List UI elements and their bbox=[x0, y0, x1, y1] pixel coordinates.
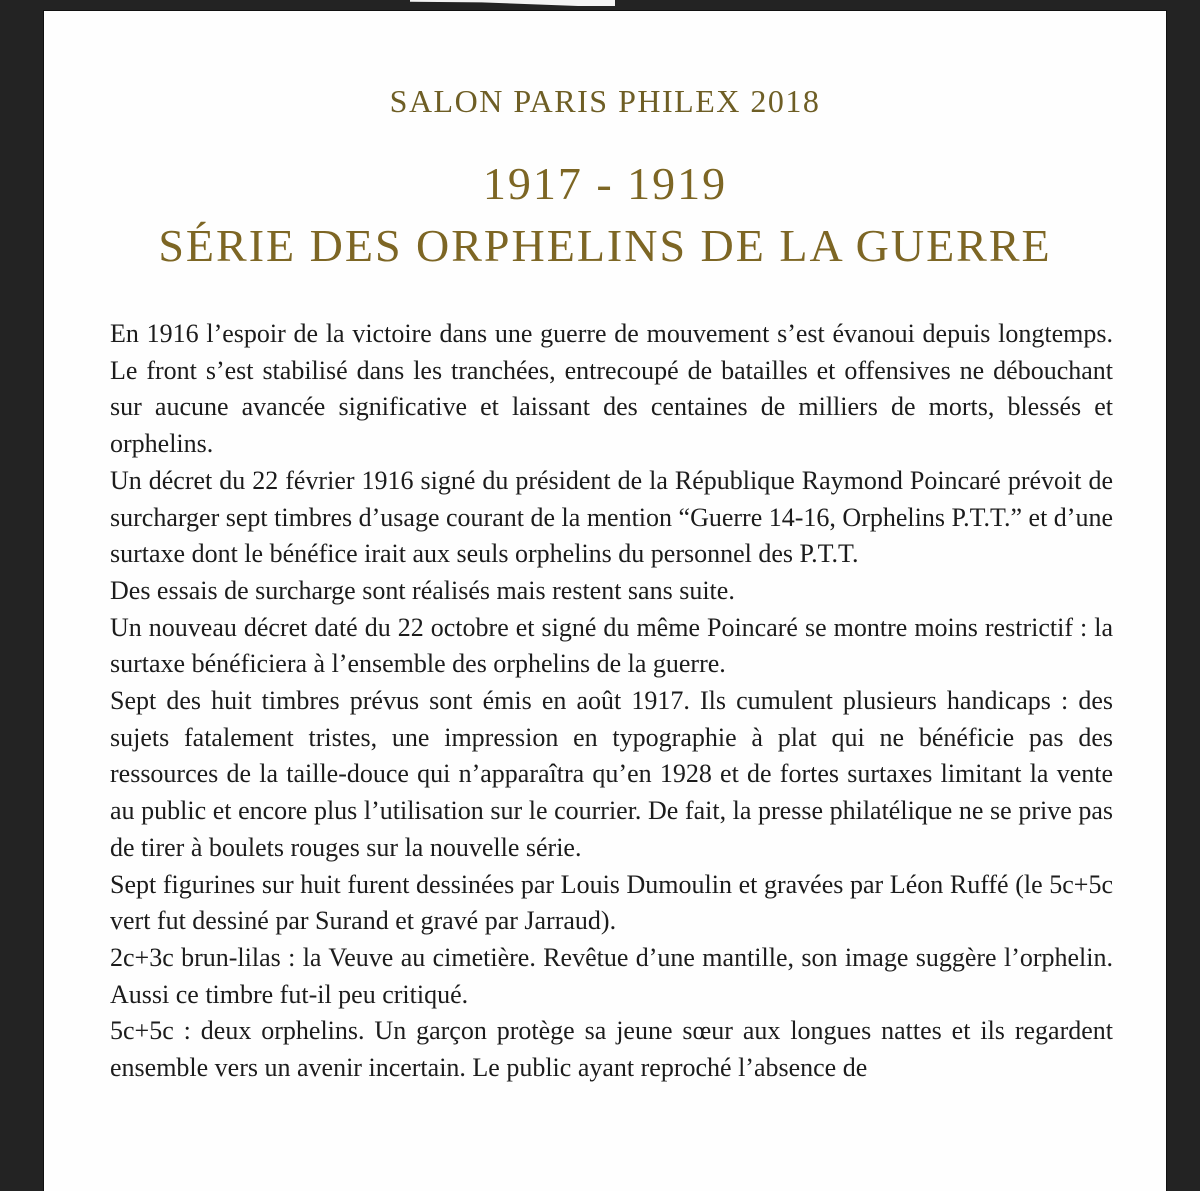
paragraph: Des essais de surcharge sont réalisés mais restent sans suite. bbox=[110, 575, 735, 605]
document-header bbox=[44, 83, 1166, 273]
paragraph: 5c+5c : deux orphelins. Un garçon protège sa jeune sœur aux longues nattes et ils regardent ensemble vers un avenir incertain. Le public ayant reproché l’absence de bbox=[110, 1016, 1113, 1083]
years-heading: 1917 - 1919 bbox=[482, 158, 728, 209]
document-page bbox=[43, 10, 1167, 1191]
scan-paper-edge bbox=[410, 0, 615, 6]
paragraph: Un décret du 22 février 1916 signé du président de la République Raymond Poincaré prévoit de surcharger sept timbres d’usage courant de la mention “Guerre 14-16, Orphelins P.T.T.” et d’une surtaxe dont le bénéfice irait aux seuls orphelins du personnel des P.T.T. bbox=[110, 465, 1113, 569]
series-title: SÉRIE DES ORPHELINS DE LA GUERRE bbox=[158, 220, 1052, 271]
paragraph: 2c+3c brun-lilas : la Veuve au cimetière. Revêtue d’une mantille, son image suggère l’orphelin. Aussi ce timbre fut-il peu critiqué. bbox=[110, 942, 1113, 1009]
paragraph: Sept des huit timbres prévus sont émis en août 1917. Ils cumulent plusieurs handicaps : des sujets fatalement tristes, une impression en typographie à plat qui ne bénéficie pas des ressources de la taille-douce qui n’apparaîtra qu’en 1928 et de fortes surtaxes limitant la vente au public et encore plus l’utilisation sur le courrier. De fait, la presse philatélique ne se prive pas de tirer à boulets rouges sur la nouvelle série. bbox=[110, 686, 1113, 862]
body-text bbox=[110, 316, 1113, 1087]
paragraph: Sept figurines sur huit furent dessinées par Louis Dumoulin et gravées par Léon Ruffé (le 5c+5c vert fut dessiné par Surand et gravé par Jarraud). bbox=[110, 869, 1113, 936]
event-title: SALON PARIS PHILEX 2018 bbox=[389, 83, 821, 119]
paragraph: En 1916 l’espoir de la victoire dans une guerre de mouvement s’est évanoui depuis longtemps. Le front s’est stabilisé dans les tranchées, entrecoupé de batailles et offensives ne débouchant sur aucune avancée significative et laissant des centaines de milliers de morts, blessés et orphelins. bbox=[110, 319, 1113, 459]
paragraph: Un nouveau décret daté du 22 octobre et signé du même Poincaré se montre moins restrictif : la surtaxe bénéficiera à l’ensemble des orphelins de la guerre. bbox=[110, 612, 1113, 679]
